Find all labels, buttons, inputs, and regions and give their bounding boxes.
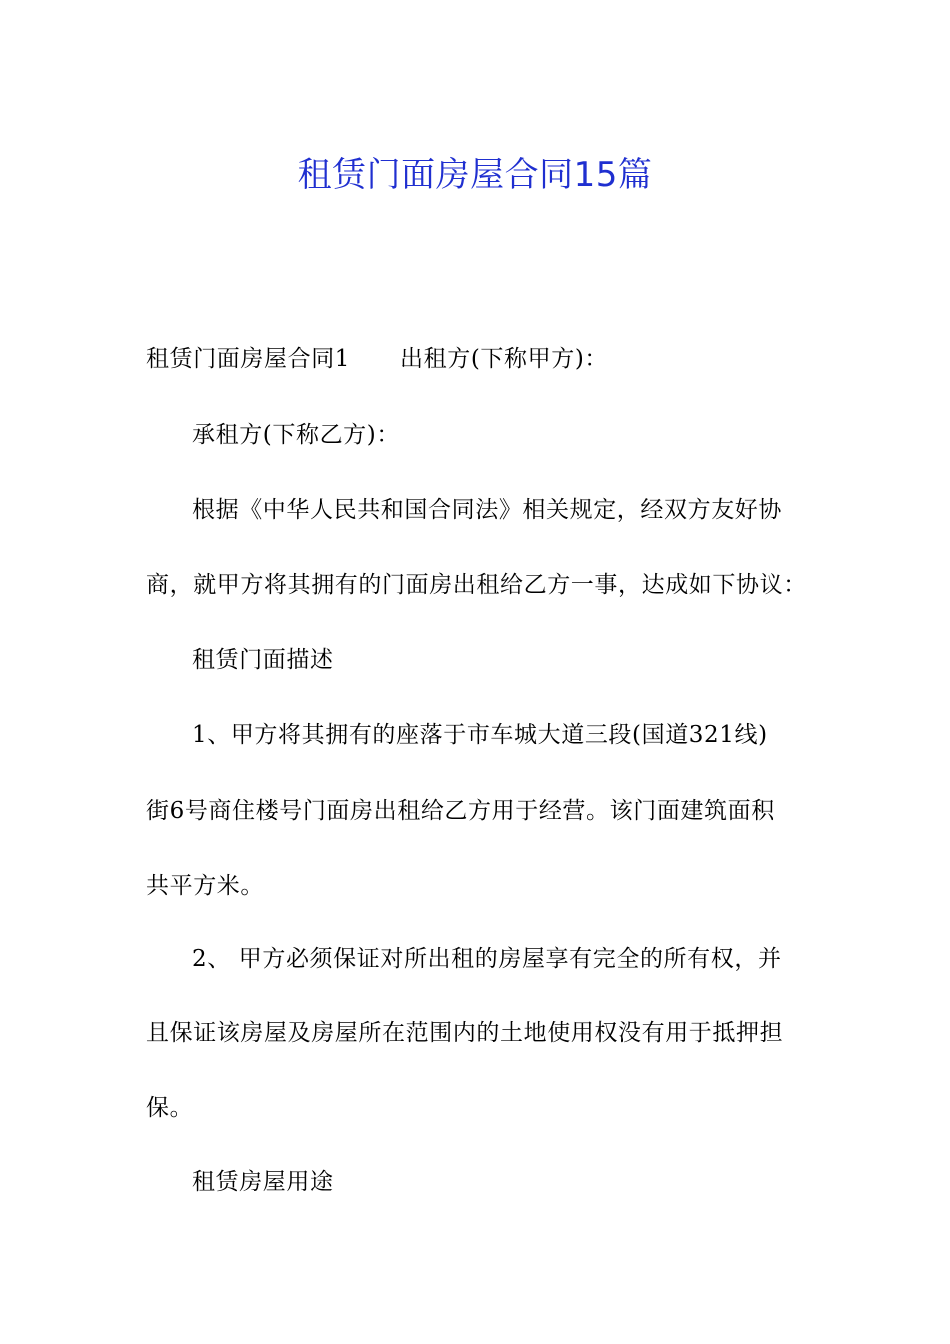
- lessee-label: 承租方(下称乙方)：: [192, 422, 400, 448]
- paragraph-line: 1、甲方将其拥有的座落于市车城大道三段(国道321线): [192, 722, 768, 748]
- section-heading: 租赁房屋用途: [192, 1169, 334, 1195]
- paragraph-line: 保。: [146, 1095, 194, 1121]
- section-heading: 租赁门面描述: [192, 647, 334, 673]
- paragraph-line: 街6号商住楼号门面房出租给乙方用于经营。该门面建筑面积: [146, 798, 775, 824]
- paragraph-line: 2、 甲方必须保证对所出租的房屋享有完全的所有权，并: [192, 946, 782, 972]
- paragraph-line: 根据《中华人民共和国合同法》相关规定，经双方友好协: [192, 497, 782, 523]
- lessor-label: 出租方(下称甲方)：: [400, 346, 608, 372]
- document-title: 租赁门面房屋合同15篇: [297, 154, 653, 195]
- paragraph-line: 且保证该房屋及房屋所在范围内的土地使用权没有用于抵押担: [146, 1020, 784, 1046]
- paragraph-line: 商，就甲方将其拥有的门面房出租给乙方一事，达成如下协议：: [146, 572, 807, 598]
- paragraph-line: 共平方米。: [146, 873, 264, 899]
- contract-heading-line: [146, 343, 806, 375]
- contract-number-label: 租赁门面房屋合同1: [146, 346, 351, 372]
